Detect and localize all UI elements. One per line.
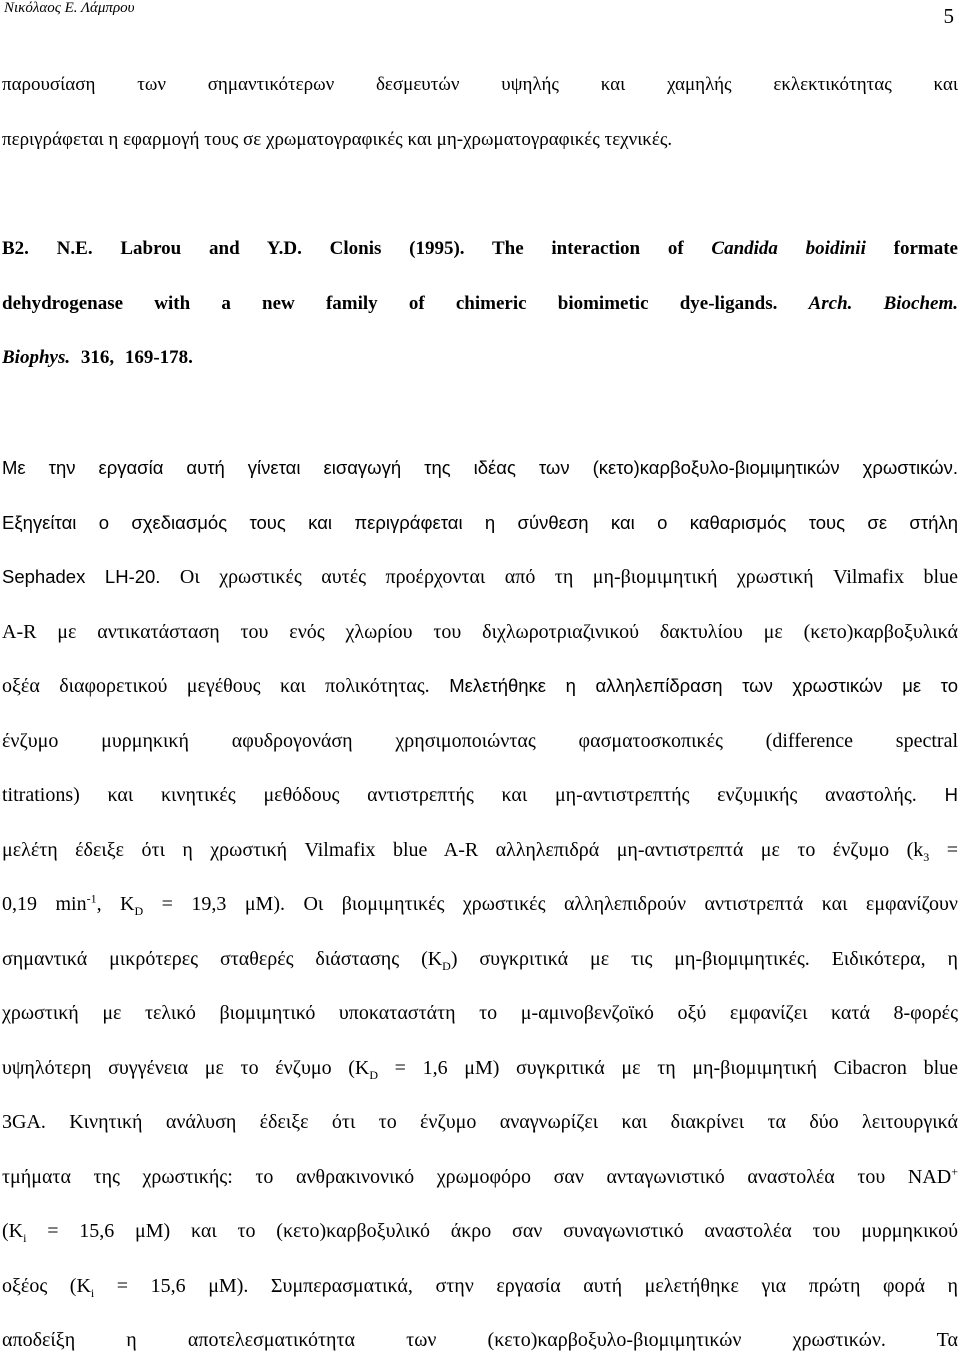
reference-text: formate xyxy=(865,238,958,259)
superscript: + xyxy=(951,1163,958,1178)
subscript: D xyxy=(369,1067,379,1082)
summary-line xyxy=(2,1204,958,1259)
summary-text: Συμπερασματικά, στην εργασία αυτή μελετήθηκε για πρώτη φορά η xyxy=(248,1274,958,1297)
summary-line: A-R με αντικατάσταση του ενός χλωρίου του διχλωροτριαζινικού δακτυλίου με (κετο)καρβοξυλικά xyxy=(2,620,958,643)
summary-paragraph xyxy=(2,441,958,1368)
summary-line xyxy=(2,768,958,823)
summary-line xyxy=(2,1259,958,1314)
running-head: Νικόλαος Ε. Λάμπρου xyxy=(4,0,135,16)
summary-line xyxy=(2,932,958,987)
page-number: 5 xyxy=(943,4,954,28)
summary-text: τμήματα της χρωστικής: το ανθρακινονικό χρωμοφόρο σαν ανταγωνιστικό αναστολέα του NAD xyxy=(2,1165,952,1188)
reference-line-3 xyxy=(2,331,958,386)
summary-text: Μελετήθηκε η αλληλεπίδραση των χρωστικών με το xyxy=(429,675,958,696)
reference-line-2 xyxy=(2,277,958,332)
summary-text: ) συγκριτικά με τις μη-βιομιμητικές. xyxy=(450,947,810,970)
subscript: D xyxy=(134,904,144,918)
summary-line: χρωστική με τελικό βιομιμητικό υποκαταστάτη το μ-αμινοβενζοϊκό οξύ εμφανίζει κατά 8-φορές xyxy=(2,1002,958,1024)
reference-text: dehydrogenase with a new family of chimeric biomimetic dye-ligands. xyxy=(2,292,809,314)
summary-text: Sephadex LH-20. xyxy=(2,566,161,587)
page-header xyxy=(0,0,960,30)
summary-text: υψηλότερη συγγένεια με το ένζυμο (K xyxy=(2,1056,370,1079)
summary-line xyxy=(2,823,958,878)
summary-text: σημαντικά μικρότερες σταθερές διάστασης (K xyxy=(2,947,443,970)
intro-line-1: παρουσίαση των σημαντικότερων δεσμευτών υψηλής και χαμηλής εκλεκτικότητας και xyxy=(2,74,958,95)
summary-text: (K xyxy=(2,1220,24,1242)
summary-line: Με την εργασία αυτή γίνεται εισαγωγή της ιδέας των (κετο)καρβοξυλο-βιομιμητικών χρωστικών. xyxy=(2,457,958,478)
superscript: -1 xyxy=(86,891,97,906)
summary-text: Οι βιομιμητικές χρωστικές αλληλεπιδρούν αντιστρεπτά και εμφανίζουν xyxy=(285,893,958,915)
reference-b2 xyxy=(2,222,958,386)
species-name: Candida boidinii xyxy=(711,238,866,259)
summary-line xyxy=(2,1041,958,1096)
summary-line: Εξηγείται ο σχεδιασμός τους και περιγράφεται η σύνθεση και ο καθαρισμός τους σε στήλη xyxy=(2,511,958,533)
summary-text: οξέα διαφορετικού μεγέθους και πολικότητας. xyxy=(2,675,430,697)
journal-name: Arch. Biochem. xyxy=(808,292,958,314)
summary-text: = xyxy=(929,838,958,861)
summary-line: αποδείξη η αποτελεσματικότητα των (κετο)καρβοξυλο-βιομιμητικών χρωστικών. Τα xyxy=(2,1329,958,1351)
summary-text: Ειδικότερα, η xyxy=(809,947,958,970)
journal-name: Biophys. xyxy=(2,347,71,368)
subscript: i xyxy=(23,1231,27,1245)
reference-line-1 xyxy=(2,222,958,277)
summary-text: = 1,6 μM) συγκριτικά με τη μη-βιομιμητική Cibacron blue xyxy=(378,1056,958,1079)
summary-line xyxy=(2,659,958,714)
summary-text: , K xyxy=(96,893,135,915)
reference-text: 316, 169-178. xyxy=(70,347,193,368)
summary-text: Οι χρωστικές αυτές προέρχονται από τη μη-βιομιμητική χρωστική Vilmafix blue xyxy=(160,566,958,588)
summary-text: = 15,6 μM) και το (κετο)καρβοξυλικό άκρο σαν συναγωνιστικό αναστολέα του μυρμηκικού xyxy=(26,1220,958,1242)
intro-paragraph xyxy=(2,58,958,167)
summary-line xyxy=(2,550,958,605)
subscript: i xyxy=(90,1285,95,1300)
intro-line-2: περιγράφεται η εφαρμογή τους σε χρωματογραφικές και μη-χρωματογραφικές τεχνικές. xyxy=(2,128,673,150)
summary-text: Η xyxy=(916,784,958,805)
summary-text: 0,19 min xyxy=(2,893,87,915)
reference-text: B2. N.E. Labrou and Y.D. Clonis (1995). The interaction of xyxy=(2,238,712,259)
summary-text: 3GA. xyxy=(2,1111,46,1133)
summary-text: = 19,3 μM). xyxy=(143,893,285,915)
summary-line xyxy=(2,877,958,932)
subscript: D xyxy=(442,958,451,973)
summary-text: Κινητική ανάλυση έδειξε ότι το ένζυμο αναγνωρίζει και διακρίνει τα δύο λειτουργικά xyxy=(45,1111,958,1133)
summary-text: μελέτη έδειξε ότι η χρωστική Vilmafix blue A-R αλληλεπιδρά μη-αντιστρεπτά με το ένζυμο (k xyxy=(2,838,924,861)
summary-text: titrations) και κινητικές μεθόδους αντιστρεπτής και μη-αντιστρεπτής ενζυμικής αναστολής. xyxy=(2,784,917,806)
summary-text: = 15,6 μM). xyxy=(94,1274,249,1297)
summary-line xyxy=(2,1095,958,1150)
subscript: 3 xyxy=(923,849,930,864)
summary-line: ένζυμο μυρμηκική αφυδρογονάση χρησιμοποιώντας φασματοσκοπικές (difference spectral xyxy=(2,729,958,752)
summary-line xyxy=(2,1150,958,1205)
summary-text: οξέος (K xyxy=(2,1274,91,1297)
